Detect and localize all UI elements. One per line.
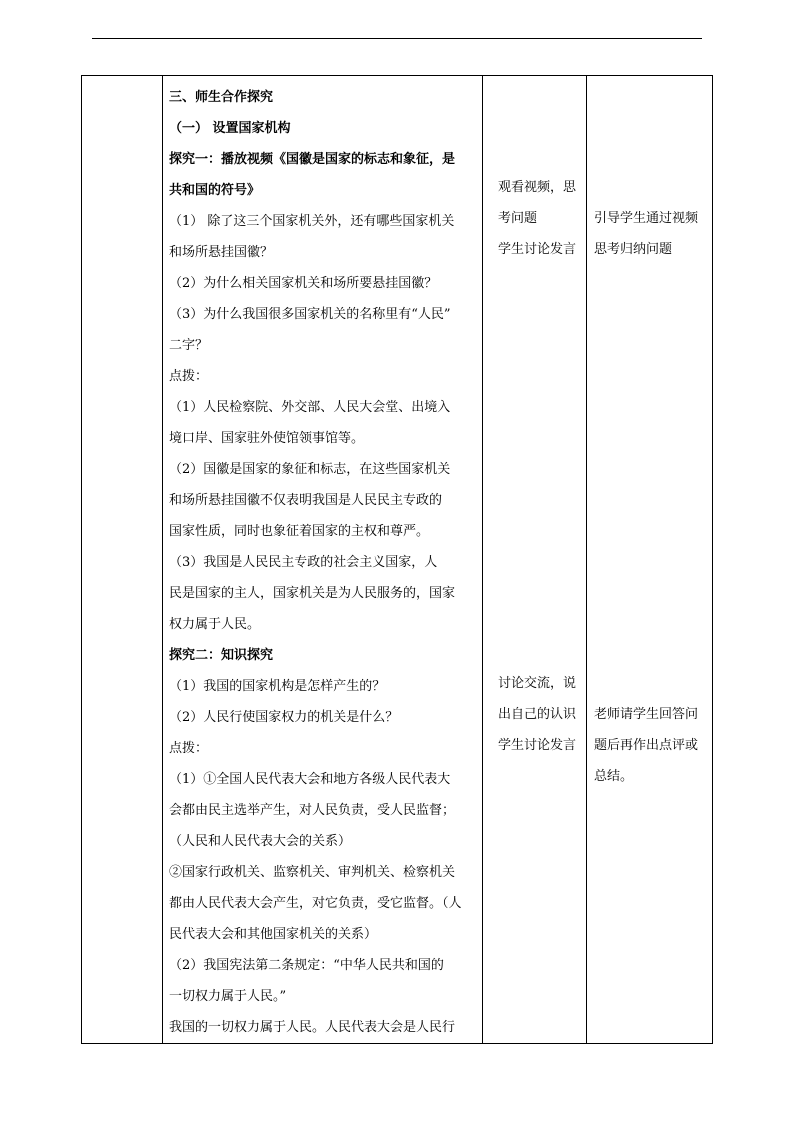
content-line: （1）人民检察院、外交部、人民大会堂、出境入 (169, 400, 451, 415)
student-activity-block-1 (498, 172, 576, 265)
content-line: 权力属于人民。 (169, 617, 261, 632)
student-activity-column (490, 76, 587, 1043)
content-line: 点拨： (169, 369, 209, 384)
cell-line: 出自己的认识 (498, 707, 577, 722)
content-line: 探究一：播放视频《国徽是国家的标志和象征，是 (169, 152, 456, 167)
content-line: 国家性质，同时也象征着国家的主权和尊严。 (169, 524, 430, 539)
cell-line: 总结。 (594, 769, 634, 784)
cell-line: 考问题 (498, 211, 538, 226)
cell-line: 老师请学生回答问 (594, 707, 699, 722)
content-line: 探究二：知识探究 (169, 648, 274, 663)
content-line: 民是国家的主人，国家机关是为人民服务的，国家 (169, 586, 456, 601)
student-activity-block-2 (498, 668, 576, 761)
cell-line: 讨论交流，说 (498, 676, 577, 691)
content-line: 共和国的符号》 (169, 183, 261, 198)
content-line: 二字？ (169, 338, 209, 353)
content-line: 我国的一切权力属于人民。人民代表大会是人民行 (169, 1020, 456, 1035)
content-line: 境口岸、国家驻外使馆领事馆等。 (169, 431, 365, 446)
cell-line: 观看视频，思 (498, 180, 577, 195)
content-line: 一切权力属于人民。” (169, 989, 287, 1004)
content-line: （1）我国的国家机构是怎样产生的？ (169, 679, 386, 694)
content-line: 三、师生合作探究 (169, 90, 274, 105)
design-intent-block-1 (594, 203, 698, 265)
content-line: （3）我国是人民民主专政的社会主义国家，人 (169, 555, 438, 570)
cell-line: 学生讨论发言 (498, 242, 577, 257)
content-line: 点拨： (169, 741, 209, 756)
content-line: 和场所悬挂国徽不仅表明我国是人民民主专政的 (169, 493, 443, 508)
lesson-table (81, 75, 713, 1044)
content-line: （2）人民行使国家权力的机关是什么？ (169, 710, 399, 725)
cell-line: 题后再作出点评或 (594, 738, 699, 753)
content-line: （1） 除了这三个国家机关外，还有哪些国家机关 (169, 214, 455, 229)
content-line: （2）为什么相关国家机关和场所要悬挂国徽？ (169, 276, 438, 291)
content-line: （一） 设置国家机构 (169, 121, 291, 136)
header-rule (92, 38, 702, 39)
content-line: （2）我国宪法第二条规定：“中华人民共和国的 (169, 958, 444, 973)
content-line: 都由人民代表大会产生，对它负责，受它监督。（人 (169, 896, 462, 911)
cell-line: 思考归纳问题 (594, 242, 673, 257)
teaching-content-column (169, 82, 489, 1043)
content-line: ②国家行政机关、监察机关、审判机关、检察机关 (169, 865, 456, 880)
content-line: 和场所悬挂国徽？ (169, 245, 274, 260)
cell-line: 学生讨论发言 (498, 738, 577, 753)
cell-line: 引导学生通过视频 (594, 211, 699, 226)
content-line: （1）①全国人民代表大会和地方各级人民代表大 (169, 772, 451, 787)
content-line: 民代表大会和其他国家机关的关系） (169, 927, 378, 942)
content-line: （人民和人民代表大会的关系） (169, 834, 352, 849)
column-divider (162, 76, 163, 1043)
content-line: （3）为什么我国很多国家机关的名称里有“人民” (169, 307, 451, 322)
content-line: （2）国徽是国家的象征和标志，在这些国家机关 (169, 462, 451, 477)
design-intent-block-2 (594, 699, 698, 792)
content-line: 会都由民主选举产生，对人民负责，受人民监督； (169, 803, 456, 818)
design-intent-column (586, 76, 714, 1043)
